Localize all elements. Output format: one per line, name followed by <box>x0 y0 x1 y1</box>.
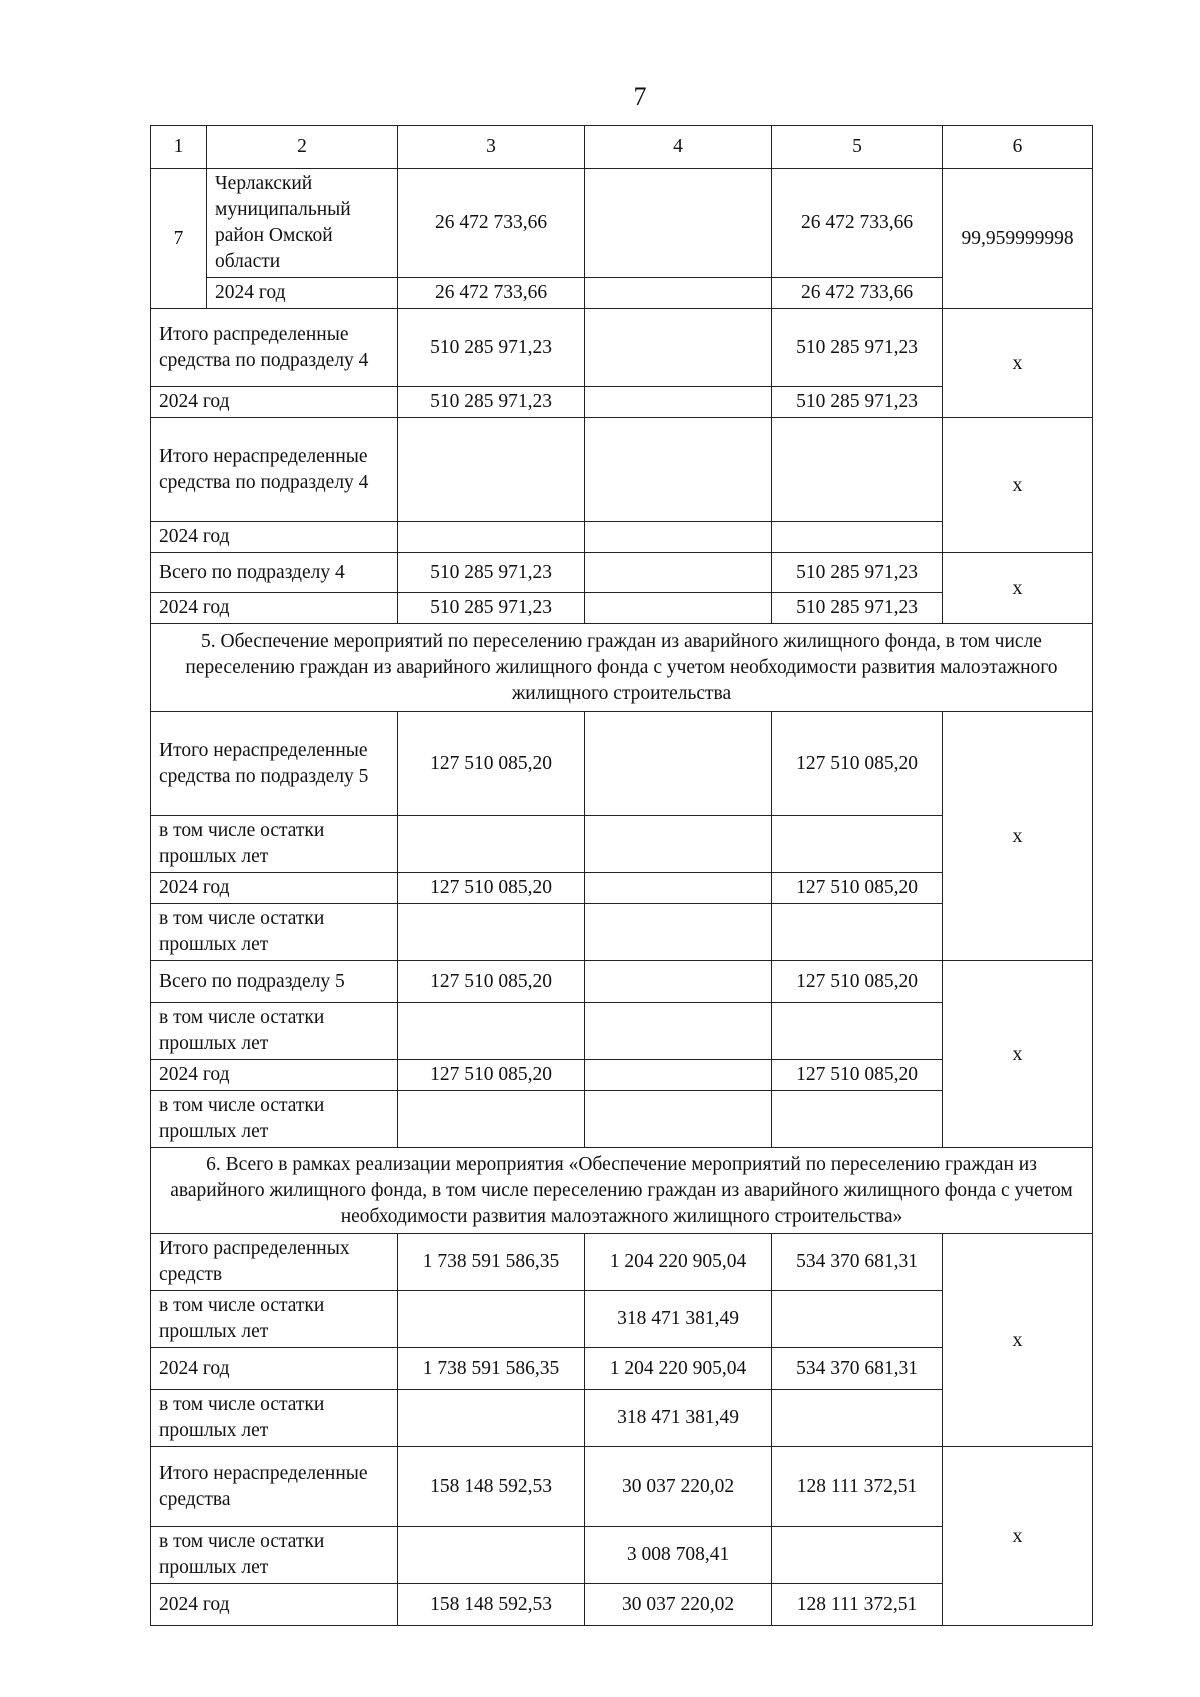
cell-value: 1 204 220 905,04 <box>585 1348 772 1390</box>
year-label: 2024 год <box>151 1348 398 1390</box>
cell-value: 26 472 733,66 <box>398 278 585 309</box>
row-label: в том числе остатки прошлых лет <box>151 816 398 873</box>
row-label: в том числе остатки прошлых лет <box>151 1527 398 1584</box>
cell-value: 510 285 971,23 <box>398 553 585 593</box>
year-label: 2024 год <box>151 1584 398 1626</box>
row-number: 7 <box>151 169 207 309</box>
table-row <box>151 309 1093 387</box>
cell-value: 510 285 971,23 <box>772 553 943 593</box>
cell-value: 318 471 381,49 <box>585 1291 772 1348</box>
cell-value: 26 472 733,66 <box>398 169 585 278</box>
table-row <box>151 1234 1093 1291</box>
empty-cell <box>398 1527 585 1584</box>
empty-cell <box>585 904 772 961</box>
table-row <box>151 712 1093 816</box>
empty-cell <box>398 1291 585 1348</box>
cell-value: 127 510 085,20 <box>398 873 585 904</box>
empty-cell <box>585 961 772 1003</box>
section-heading-row <box>151 624 1093 712</box>
x-mark: х <box>943 418 1093 553</box>
table-row <box>151 961 1093 1003</box>
header-cell: 3 <box>398 126 585 169</box>
table-row <box>151 418 1093 522</box>
x-mark: х <box>943 712 1093 961</box>
table-header-row <box>151 126 1093 169</box>
year-label: 2024 год <box>151 1060 398 1091</box>
cell-value: 127 510 085,20 <box>772 712 943 816</box>
cell-value: 127 510 085,20 <box>772 1060 943 1091</box>
table-row <box>151 169 1093 278</box>
year-label: 2024 год <box>151 387 398 418</box>
cell-value: 26 472 733,66 <box>772 169 943 278</box>
cell-value: 510 285 971,23 <box>772 387 943 418</box>
cell-value: 510 285 971,23 <box>772 309 943 387</box>
empty-cell <box>585 418 772 522</box>
cell-value: 1 738 591 586,35 <box>398 1348 585 1390</box>
empty-cell <box>585 522 772 553</box>
share-value: 99,959999998 <box>943 169 1093 309</box>
empty-cell <box>772 522 943 553</box>
cell-value: 127 510 085,20 <box>398 961 585 1003</box>
empty-cell <box>585 1060 772 1091</box>
empty-cell <box>585 593 772 624</box>
municipality-name: Черлакский муниципальный район Омской области <box>207 169 398 278</box>
empty-cell <box>398 522 585 553</box>
row-label: в том числе остатки прошлых лет <box>151 1091 398 1148</box>
cell-value: 510 285 971,23 <box>398 593 585 624</box>
budget-table <box>150 125 1093 1626</box>
empty-cell <box>398 816 585 873</box>
row-label: Итого распределенных средств <box>151 1234 398 1291</box>
empty-cell <box>585 816 772 873</box>
cell-value: 128 111 372,51 <box>772 1447 943 1527</box>
year-label: 2024 год <box>207 278 398 309</box>
x-mark: х <box>943 1447 1093 1626</box>
x-mark: х <box>943 553 1093 624</box>
row-label: Всего по подразделу 5 <box>151 961 398 1003</box>
empty-cell <box>585 712 772 816</box>
cell-value: 26 472 733,66 <box>772 278 943 309</box>
cell-value: 127 510 085,20 <box>772 961 943 1003</box>
empty-cell <box>585 169 772 278</box>
empty-cell <box>772 1003 943 1060</box>
cell-value: 158 148 592,53 <box>398 1584 585 1626</box>
empty-cell <box>772 418 943 522</box>
empty-cell <box>585 387 772 418</box>
empty-cell <box>585 278 772 309</box>
cell-value: 3 008 708,41 <box>585 1527 772 1584</box>
cell-value: 30 037 220,02 <box>585 1447 772 1527</box>
section-5-title: 5. Обеспечение мероприятий по переселению граждан из аварийного жилищного фонда, в том числе переселению граждан из аварийного жилищного фонда с учетом необходимости развития малоэтажного жилищного строительства <box>151 624 1093 712</box>
header-cell: 6 <box>943 126 1093 169</box>
cell-value: 1 204 220 905,04 <box>585 1234 772 1291</box>
table-row <box>151 1447 1093 1527</box>
empty-cell <box>772 816 943 873</box>
table-row <box>151 553 1093 593</box>
empty-cell <box>585 553 772 593</box>
empty-cell <box>398 1390 585 1447</box>
empty-cell <box>398 904 585 961</box>
cell-value: 510 285 971,23 <box>772 593 943 624</box>
row-label: Итого нераспределенные средства по подразделу 4 <box>151 418 398 522</box>
empty-cell <box>772 904 943 961</box>
empty-cell <box>772 1091 943 1148</box>
year-label: 2024 год <box>151 522 398 553</box>
cell-value: 158 148 592,53 <box>398 1447 585 1527</box>
year-label: 2024 год <box>151 873 398 904</box>
cell-value: 1 738 591 586,35 <box>398 1234 585 1291</box>
row-label: Итого распределенные средства по подразделу 4 <box>151 309 398 387</box>
row-label: в том числе остатки прошлых лет <box>151 1003 398 1060</box>
row-label: в том числе остатки прошлых лет <box>151 1390 398 1447</box>
empty-cell <box>398 1091 585 1148</box>
header-cell: 1 <box>151 126 207 169</box>
empty-cell <box>398 1003 585 1060</box>
empty-cell <box>772 1527 943 1584</box>
header-cell: 2 <box>207 126 398 169</box>
header-cell: 4 <box>585 126 772 169</box>
cell-value: 534 370 681,31 <box>772 1234 943 1291</box>
cell-value: 510 285 971,23 <box>398 309 585 387</box>
cell-value: 128 111 372,51 <box>772 1584 943 1626</box>
section-6-title: 6. Всего в рамках реализации мероприятия «Обеспечение мероприятий по переселению граждан из аварийного жилищного фонда, в том числе переселению граждан из аварийного жилищного фонда с учетом необходимости развития малоэтажного жилищного строительства» <box>151 1148 1093 1234</box>
header-cell: 5 <box>772 126 943 169</box>
x-mark: х <box>943 961 1093 1148</box>
cell-value: 510 285 971,23 <box>398 387 585 418</box>
row-label: в том числе остатки прошлых лет <box>151 904 398 961</box>
x-mark: х <box>943 309 1093 418</box>
row-label: Всего по подразделу 4 <box>151 553 398 593</box>
x-mark: х <box>943 1234 1093 1447</box>
cell-value: 534 370 681,31 <box>772 1348 943 1390</box>
row-label: Итого нераспределенные средства <box>151 1447 398 1527</box>
section-heading-row <box>151 1148 1093 1234</box>
empty-cell <box>585 1003 772 1060</box>
empty-cell <box>772 1390 943 1447</box>
empty-cell <box>398 418 585 522</box>
empty-cell <box>585 873 772 904</box>
cell-value: 127 510 085,20 <box>398 712 585 816</box>
row-label: в том числе остатки прошлых лет <box>151 1291 398 1348</box>
empty-cell <box>585 1091 772 1148</box>
cell-value: 127 510 085,20 <box>772 873 943 904</box>
page-number: 7 <box>633 82 647 111</box>
cell-value: 30 037 220,02 <box>585 1584 772 1626</box>
row-label: Итого нераспределенные средства по подразделу 5 <box>151 712 398 816</box>
year-label: 2024 год <box>151 593 398 624</box>
cell-value: 127 510 085,20 <box>398 1060 585 1091</box>
cell-value: 318 471 381,49 <box>585 1390 772 1447</box>
empty-cell <box>585 309 772 387</box>
empty-cell <box>772 1291 943 1348</box>
